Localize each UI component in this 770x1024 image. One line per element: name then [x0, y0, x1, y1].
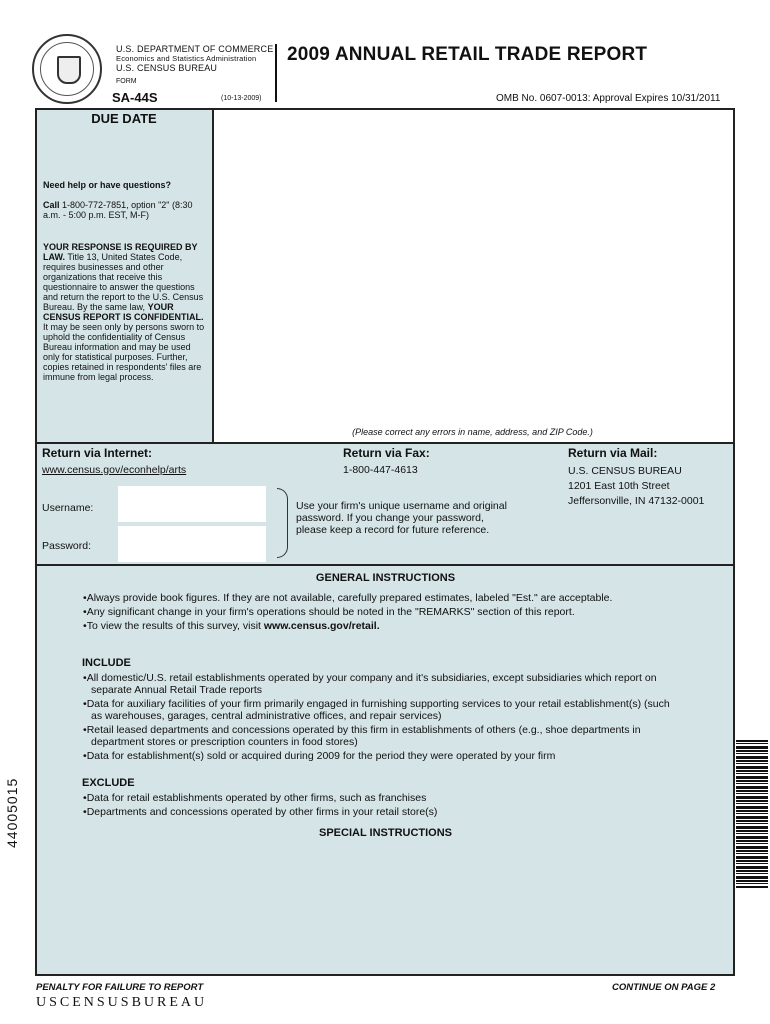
- exclude-section: [82, 792, 682, 820]
- mail-line-1: U.S. CENSUS BUREAU: [568, 465, 682, 477]
- department-seal-icon: [32, 34, 102, 104]
- mail-line-3: Jeffersonville, IN 47132-0001: [568, 495, 705, 507]
- census-bureau-wordmark: USCENSUSBUREAU: [36, 995, 208, 1010]
- form-number: SA-44S: [112, 90, 158, 105]
- mail-address: [568, 464, 704, 509]
- form-id-code: 44005015: [4, 777, 20, 848]
- list-item: •To view the results of this survey, visit www.census.gov/retail.: [83, 620, 380, 632]
- general-instructions: [82, 592, 682, 634]
- due-date-heading: DUE DATE: [91, 111, 157, 126]
- penalty-notice: PENALTY FOR FAILURE TO REPORT: [36, 982, 204, 993]
- list-item: •Data for auxiliary facilities of your firm primarily engaged in furnishing supporting services to your retail establishment(s) (such as warehouses, garages, central administrative offices, and repair services): [83, 698, 670, 722]
- dept-line-1: U.S. DEPARTMENT OF COMMERCE: [116, 44, 274, 54]
- department-block: [116, 44, 273, 73]
- address-box[interactable]: [212, 110, 733, 443]
- include-list: [82, 672, 682, 762]
- form-date: (10-13-2009): [221, 95, 262, 102]
- exclude-list: [82, 792, 682, 818]
- general-instructions-heading: GENERAL INSTRUCTIONS: [315, 572, 456, 584]
- law-heading: YOUR RESPONSE IS REQUIRED BY LAW.: [43, 242, 198, 262]
- barcode-icon: [736, 740, 768, 888]
- password-field[interactable]: [118, 526, 266, 562]
- divider-instructions: [35, 564, 735, 566]
- dept-line-3: U.S. CENSUS BUREAU: [116, 63, 218, 73]
- help-phone: [43, 200, 209, 220]
- mail-line-2: 1201 East 10th Street: [568, 480, 670, 492]
- special-instructions-heading: SPECIAL INSTRUCTIONS: [318, 827, 453, 839]
- include-heading: INCLUDE: [82, 657, 131, 669]
- call-text: 1-800-772-7851, option "2" (8:30 a.m. - 5:00 p.m. EST, M-F): [43, 200, 193, 220]
- dept-line-2: Economics and Statistics Administration: [116, 54, 257, 63]
- mail-heading: Return via Mail:: [568, 446, 658, 460]
- law-text: Title 13, United States Code, requires businesses and other organizations that receive this questionnaire to answer the questions and return the report to the U.S. Census Bureau. By the same law,: [43, 252, 204, 312]
- confidential-heading: YOUR CENSUS REPORT IS CONFIDENTIAL.: [43, 302, 204, 322]
- list-item: •Always provide book figures. If they are not available, carefully prepared estimates, labeled "Est." are acceptable.: [83, 592, 613, 604]
- results-link[interactable]: www.census.gov/retail.: [263, 620, 380, 632]
- address-correction-note: (Please correct any errors in name, address, and ZIP Code.): [352, 427, 593, 437]
- legal-notice: [43, 242, 209, 382]
- list-item: •All domestic/U.S. retail establishments operated by your company and it's subsidiaries, except subsidiaries which report on separate Annual Retail Trade reports: [83, 672, 657, 696]
- continue-notice: CONTINUE ON PAGE 2: [612, 982, 716, 993]
- omb-approval: OMB No. 0607-0013: Approval Expires 10/31/2011: [496, 93, 721, 104]
- call-label: Call: [43, 200, 60, 210]
- login-note: Use your firm's unique username and original password. If you change your password, please keep a record for future reference.: [296, 500, 507, 536]
- fax-number: 1-800-447-4613: [343, 464, 418, 476]
- form-label: FORM: [116, 78, 137, 85]
- list-item: •Retail leased departments and concessions operated by this firm in establishments of others (e.g., shoe departments in department stores or prescription counters in food stores): [83, 724, 641, 748]
- confidential-text: It may be seen only by persons sworn to uphold the confidentiality of Census Bureau information and may be used only for statistical purposes. Further, copies retained in respondents' files are immune from legal process.: [43, 322, 205, 382]
- include-section: [82, 672, 682, 764]
- username-field[interactable]: [118, 486, 266, 522]
- header-divider: [275, 44, 277, 102]
- brace-divider: [277, 488, 288, 558]
- general-list: [82, 592, 682, 632]
- list-item: •Data for establishment(s) sold or acquired during 2009 for the period they were operated by your firm: [83, 750, 556, 762]
- password-label: Password:: [42, 540, 92, 552]
- list-item: •Data for retail establishments operated by other firms, such as franchises: [83, 792, 427, 804]
- report-title: 2009 ANNUAL RETAIL TRADE REPORT: [287, 44, 648, 65]
- divider-return: [35, 442, 735, 444]
- exclude-heading: EXCLUDE: [82, 777, 135, 789]
- fax-heading: Return via Fax:: [343, 446, 430, 460]
- internet-link[interactable]: www.census.gov/econhelp/arts: [42, 464, 187, 476]
- list-item: •Departments and concessions operated by other firms in your retail store(s): [83, 806, 438, 818]
- username-label: Username:: [42, 502, 94, 514]
- list-item: •Any significant change in your firm's operations should be noted in the "REMARKS" section of this report.: [83, 606, 575, 618]
- help-heading: Need help or have questions?: [43, 180, 172, 190]
- internet-heading: Return via Internet:: [42, 446, 153, 460]
